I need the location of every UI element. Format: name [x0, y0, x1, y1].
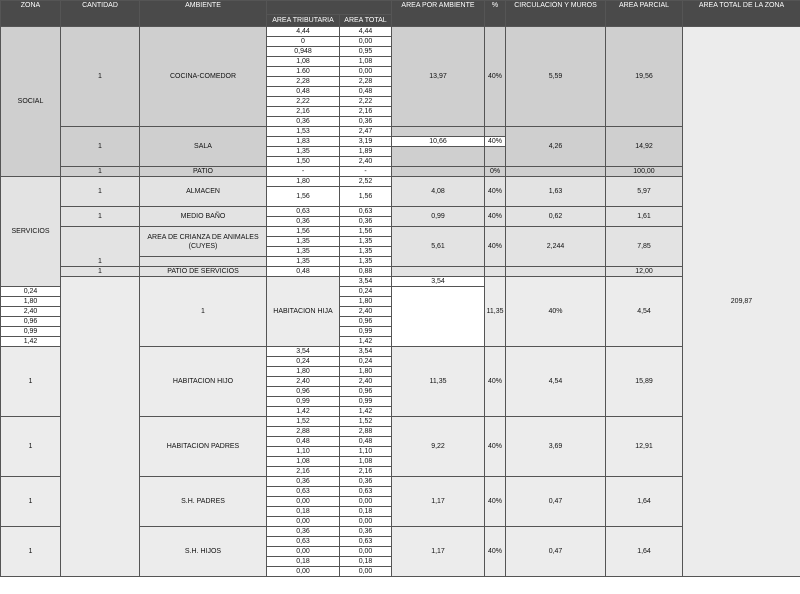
total-cell: 0,36 [340, 217, 392, 227]
trib-cell: 0,99 [1, 327, 61, 337]
total-cell: 4,44 [340, 27, 392, 37]
zone-privada [61, 277, 140, 577]
ambiente-sh-padres: S.H. PADRES [140, 477, 267, 527]
trib-cell: 0,948 [267, 47, 340, 57]
total-cell: 0,24 [340, 357, 392, 367]
trib-cell: 0,36 [267, 117, 340, 127]
trib-cell: 2,16 [267, 467, 340, 477]
total-cell: 1,08 [340, 457, 392, 467]
total-cell: 0,95 [340, 47, 392, 57]
total-cell: 2,88 [340, 427, 392, 437]
trib-cell: 1,80 [267, 177, 340, 187]
pct-hija: 40% [506, 277, 606, 347]
header-area-tributaria: AREA TRIBUTARIA [267, 15, 340, 27]
total-cell: 1,80 [340, 297, 392, 307]
cantidad-hija: 1 [140, 277, 267, 347]
total-cell: 1,42 [340, 407, 392, 417]
total-cell: 0,96 [340, 387, 392, 397]
cantidad-hijo: 1 [1, 347, 61, 417]
pct-cocina: 40% [485, 27, 506, 127]
parcial-sh-hijos: 1,64 [606, 527, 683, 577]
trib-cell: 0,00 [267, 517, 340, 527]
parcial-sh-padres: 1,64 [606, 477, 683, 527]
total-cell: 0,00 [340, 517, 392, 527]
cantidad-padres: 1 [1, 417, 61, 477]
ambiente-sh-hijos: S.H. HIJOS [140, 527, 267, 577]
total-cell: 1,80 [340, 367, 392, 377]
ambiente-padres: HABITACION PADRES [140, 417, 267, 477]
circ-sh-padres: 0,47 [506, 477, 606, 527]
header-zona: ZONA [1, 1, 61, 27]
parcial-patio: 100,00 [606, 167, 683, 177]
total-cell: 0,00 [340, 67, 392, 77]
area-bano: 0,99 [392, 207, 485, 227]
ambiente-hija: HABITACION HIJA [267, 277, 340, 347]
ambiente-cocina: COCINA-COMEDOR [140, 27, 267, 127]
trib-cell: 2,16 [267, 107, 340, 117]
trib-cell: 3,54 [267, 347, 340, 357]
circ-hija: 4,54 [606, 277, 683, 347]
total-cell: 3,54 [392, 277, 485, 287]
total-cell: 3,19 [340, 137, 392, 147]
trib-cell: 1,35 [267, 257, 340, 267]
trib-cell: 1,83 [267, 137, 340, 147]
trib-cell: 0,48 [267, 437, 340, 447]
total-cell: 0,24 [340, 287, 392, 297]
header-area-total: AREA TOTAL [340, 15, 392, 27]
total-cell: 0,63 [340, 537, 392, 547]
area-hija: 11,35 [485, 277, 506, 347]
circ-patio-blank [506, 167, 606, 177]
total-cell: 2,40 [340, 307, 392, 317]
area-crianza: 5,61 [392, 227, 485, 267]
ambiente-patio: PATIO [140, 167, 267, 177]
parcial-patio-serv: 12,00 [606, 267, 683, 277]
trib-cell: 1,50 [267, 157, 340, 167]
trib-cell: 0,63 [267, 487, 340, 497]
trib-cell: 0,00 [267, 547, 340, 557]
trib-cell: 0,36 [267, 527, 340, 537]
pct-sh-hijos: 40% [485, 527, 506, 577]
trib-cell: 0,96 [1, 317, 61, 327]
parcial-padres: 12,91 [606, 417, 683, 477]
trib-cell: 2,40 [1, 307, 61, 317]
pct-patio: 0% [485, 167, 506, 177]
header-area-total-zona: AREA TOTAL DE LA ZONA [683, 1, 800, 27]
pct-bano: 40% [485, 207, 506, 227]
header-blank [267, 1, 392, 15]
circ-almacen: 1,63 [506, 177, 606, 207]
total-cell: 0,96 [340, 317, 392, 327]
trib-cell: 1,08 [267, 457, 340, 467]
total-cell: 0,99 [340, 397, 392, 407]
trib-cell: 1,08 [267, 57, 340, 67]
trib-cell: 0,24 [267, 357, 340, 367]
total-cell: 2,52 [340, 177, 392, 187]
area-sala-blank-top [392, 127, 485, 137]
total-cell: 2,22 [340, 97, 392, 107]
area-patio-serv-blank [392, 267, 485, 277]
trib-cell: 0,24 [1, 287, 61, 297]
total-cell: 1,35 [340, 247, 392, 257]
area-sala: 10,66 [392, 137, 485, 147]
circ-sh-hijos: 0,47 [506, 527, 606, 577]
trib-cell: 0,36 [267, 477, 340, 487]
parcial-hijo: 15,89 [606, 347, 683, 417]
trib-cell: 1,80 [1, 297, 61, 307]
trib-cell: - [267, 167, 340, 177]
area-cocina: 13,97 [392, 27, 485, 127]
parcial-crianza: 7,85 [606, 227, 683, 267]
total-cell: 0,00 [340, 567, 392, 577]
total-cell: 0,88 [340, 267, 392, 277]
circ-hijo: 4,54 [506, 347, 606, 417]
total-cell: 1,08 [340, 57, 392, 67]
circ-padres: 3,69 [506, 417, 606, 477]
trib-cell: 0,63 [267, 207, 340, 217]
ambiente-almacen: ALMACEN [140, 177, 267, 207]
trib-cell: 1,42 [267, 407, 340, 417]
area-total-zona-value: 209,87 [683, 27, 800, 577]
trib-cell: 2,22 [267, 97, 340, 107]
trib-cell: 0,63 [267, 537, 340, 547]
pct-almacen: 40% [485, 177, 506, 207]
total-cell: 0,99 [340, 327, 392, 337]
circ-sala: 4,26 [506, 127, 606, 167]
pct-patio-serv-blank [485, 267, 506, 277]
total-cell: 1,35 [340, 257, 392, 267]
total-cell: 0,00 [340, 497, 392, 507]
ambiente-patio-serv: PATIO DE SERVICIOS [140, 267, 267, 277]
area-padres: 9,22 [392, 417, 485, 477]
total-cell: 0,48 [340, 437, 392, 447]
parcial-almacen: 5,97 [606, 177, 683, 207]
total-cell: 0,63 [340, 487, 392, 497]
parcial-cocina: 19,56 [606, 27, 683, 127]
total-cell: - [340, 167, 392, 177]
trib-cell: 0,99 [267, 397, 340, 407]
trib-cell: 1,35 [267, 237, 340, 247]
pct-sala: 40% [485, 137, 506, 147]
circ-bano: 0,62 [506, 207, 606, 227]
cantidad-bano: 1 [61, 207, 140, 227]
ambiente-crianza: AREA DE CRIANZA DE ANIMALES (CUYES) [140, 227, 267, 257]
circ-cocina: 5,59 [506, 27, 606, 127]
trib-cell: 2,40 [267, 377, 340, 387]
total-cell: 2,28 [340, 77, 392, 87]
total-cell: 2,47 [340, 127, 392, 137]
cantidad-sh-padres: 1 [1, 477, 61, 527]
total-cell: 1,56 [340, 227, 392, 237]
area-sh-padres: 1,17 [392, 477, 485, 527]
total-cell: 0,18 [340, 557, 392, 567]
zone-servicios: SERVICIOS [1, 177, 61, 287]
trib-cell: 0,48 [267, 87, 340, 97]
trib-cell: 1,35 [267, 247, 340, 257]
total-cell: 1,52 [340, 417, 392, 427]
parcial-sala: 14,92 [606, 127, 683, 167]
total-cell: 1,10 [340, 447, 392, 457]
pct-hijo: 40% [485, 347, 506, 417]
trib-cell: 1,35 [267, 147, 340, 157]
ambiente-crianza-blank [140, 257, 267, 267]
area-sh-hijos: 1,17 [392, 527, 485, 577]
total-cell: 0,36 [340, 117, 392, 127]
trib-cell: 0,00 [267, 567, 340, 577]
total-cell: 2,16 [340, 107, 392, 117]
header-ambiente: AMBIENTE [140, 1, 267, 27]
trib-cell: 1,53 [267, 127, 340, 137]
pct-padres: 40% [485, 417, 506, 477]
total-cell: 0,48 [340, 87, 392, 97]
trib-cell: 1,80 [267, 367, 340, 377]
ambiente-hijo: HABITACION HIJO [140, 347, 267, 417]
total-cell: 1,89 [340, 147, 392, 157]
total-cell: 1,42 [340, 337, 392, 347]
total-cell: 3,54 [340, 347, 392, 357]
circ-crianza: 2,244 [506, 227, 606, 267]
total-cell: 0,36 [340, 477, 392, 487]
trib-cell: 0,00 [267, 497, 340, 507]
ambiente-bano: MEDIO BAÑO [140, 207, 267, 227]
trib-cell: 2,28 [267, 77, 340, 87]
trib-cell: 1,56 [267, 187, 340, 207]
cantidad-crianza: 1 [61, 227, 140, 267]
area-sala-blank-bottom [392, 147, 485, 167]
zone-social: SOCIAL [1, 27, 61, 177]
header-area-por-ambiente: AREA POR AMBIENTE [392, 1, 485, 27]
trib-cell: 1,56 [267, 227, 340, 237]
header-area-parcial: AREA PARCIAL [606, 1, 683, 27]
total-cell: 0,18 [340, 507, 392, 517]
total-cell: 0,00 [340, 547, 392, 557]
cantidad-sala: 1 [61, 127, 140, 167]
trib-cell: 0,96 [267, 387, 340, 397]
circ-patio-serv-blank [506, 267, 606, 277]
trib-cell: 0,48 [267, 267, 340, 277]
parcial-bano: 1,61 [606, 207, 683, 227]
pct-sh-padres: 40% [485, 477, 506, 527]
cantidad-sh-hijos: 1 [1, 527, 61, 577]
total-cell: 0,36 [340, 527, 392, 537]
trib-cell: 2,88 [267, 427, 340, 437]
cantidad-patio-serv: 1 [61, 267, 140, 277]
trib-cell: 0,36 [267, 217, 340, 227]
header-pct: % [485, 1, 506, 27]
header-cantidad: CANTIDAD [61, 1, 140, 27]
area-hijo: 11,35 [392, 347, 485, 417]
total-cell: 1,35 [340, 237, 392, 247]
trib-cell: 1.60 [267, 67, 340, 77]
trib-cell: 0 [267, 37, 340, 47]
total-cell: 0,00 [340, 37, 392, 47]
trib-cell: 3,54 [340, 277, 392, 287]
trib-cell: 1,52 [267, 417, 340, 427]
cantidad-cocina: 1 [61, 27, 140, 127]
cantidad-patio: 1 [61, 167, 140, 177]
area-patio-blank [392, 167, 485, 177]
trib-cell: 4,44 [267, 27, 340, 37]
trib-cell: 0,18 [267, 557, 340, 567]
total-cell: 2,40 [340, 377, 392, 387]
trib-cell: 1,42 [1, 337, 61, 347]
total-cell: 1,56 [340, 187, 392, 207]
trib-cell: 1,10 [267, 447, 340, 457]
pct-sala-blank-bottom [485, 147, 506, 167]
total-cell: 2,16 [340, 467, 392, 477]
cantidad-almacen: 1 [61, 177, 140, 207]
area-almacen: 4,08 [392, 177, 485, 207]
trib-cell: 0,18 [267, 507, 340, 517]
pct-sala-blank-top [485, 127, 506, 137]
pct-crianza: 40% [485, 227, 506, 267]
header-circulacion: CIRCULACIÓN Y MUROS [506, 1, 606, 27]
total-cell: 2,40 [340, 157, 392, 167]
ambiente-sala: SALA [140, 127, 267, 167]
total-cell: 0,63 [340, 207, 392, 217]
